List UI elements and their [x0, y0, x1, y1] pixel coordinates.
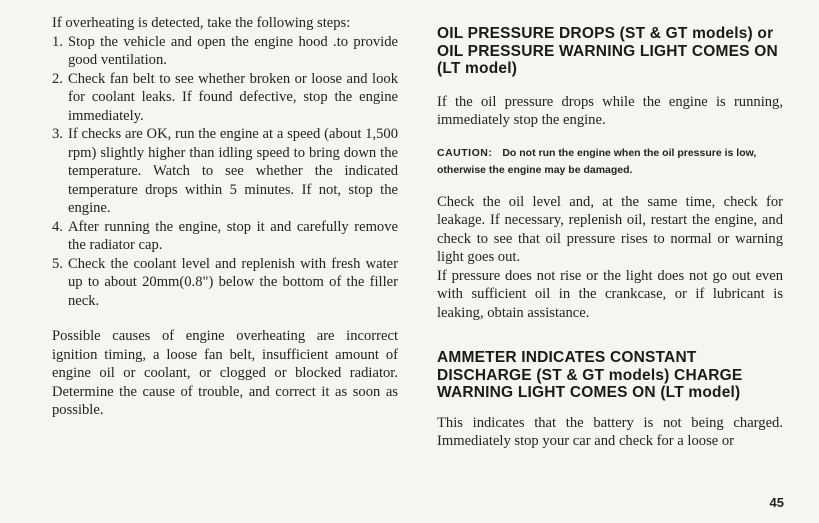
- caution-label: CAUTION:: [437, 146, 493, 159]
- step-number: 2.: [52, 70, 63, 87]
- oil-check-paragraph: Check the oil level and, at the same time, check for leakage. If necessary, replenish oil, restart the engine, and check to see that oil pressure rises to normal or warning light goes out.: [437, 193, 783, 265]
- step-text: If checks are OK, run the engine at a speed (about 1,500 rpm) slightly higher than idling speed to bring down the temperature. Watch to see whether the indicated temperature drops within 5 minutes. If not, stop the engine.: [68, 126, 398, 216]
- step-item: [52, 33, 398, 70]
- step-number: 5.: [52, 255, 63, 272]
- page-number: 45: [769, 495, 784, 510]
- overheating-steps: [52, 33, 398, 311]
- step-item: [52, 70, 398, 126]
- caution-text: Do not run the engine when the oil pressure is low, otherwise the engine may be damaged.: [437, 146, 757, 176]
- step-item: [52, 218, 398, 255]
- step-text: Stop the vehicle and open the engine hood .to provide good ventilation.: [68, 33, 398, 68]
- step-text: After running the engine, stop it and carefully remove the radiator cap.: [68, 218, 398, 253]
- step-item: [52, 255, 398, 311]
- overheating-causes: Possible causes of engine overheating are incorrect ignition timing, a loose fan belt, insufficient amount of engine oil or coolant, or clogged or blocked radiator. Determine the cause of trouble, and correct it as soon as possible.: [52, 328, 398, 418]
- ammeter-paragraph: This indicates that the battery is not being charged. Immediately stop your car and check for a loose or: [437, 414, 783, 449]
- left-column: [52, 14, 398, 420]
- step-text: Check the coolant level and replenish with fresh water up to about 20mm(0.8") below the bottom of the filler neck.: [68, 255, 398, 309]
- step-number: 4.: [52, 218, 63, 235]
- overheating-intro: If overheating is detected, take the following steps:: [52, 15, 351, 31]
- step-text: Check fan belt to see whether broken or loose and look for coolant leaks. If found defective, stop the engine immediately.: [68, 70, 398, 124]
- ammeter-heading: AMMETER INDICATES CONSTANT DISCHARGE (ST & GT models) CHARGE WARNING LIGHT COMES ON (LT model): [437, 349, 743, 401]
- right-column: [437, 25, 783, 451]
- oil-pressure-paragraph: If the oil pressure drops while the engine is running, immediately stop the engine.: [437, 93, 783, 128]
- step-number: 1.: [52, 33, 63, 50]
- caution-note: [437, 145, 783, 179]
- oil-assistance-paragraph: If pressure does not rise or the light does not go out even with sufficient oil in the crankcase, or if lubricant is leaking, obtain assistance.: [437, 267, 783, 321]
- step-item: [52, 125, 398, 218]
- step-number: 3.: [52, 126, 63, 142]
- oil-pressure-heading: OIL PRESSURE DROPS (ST & GT models) or OIL PRESSURE WARNING LIGHT COMES ON (LT model): [437, 25, 778, 77]
